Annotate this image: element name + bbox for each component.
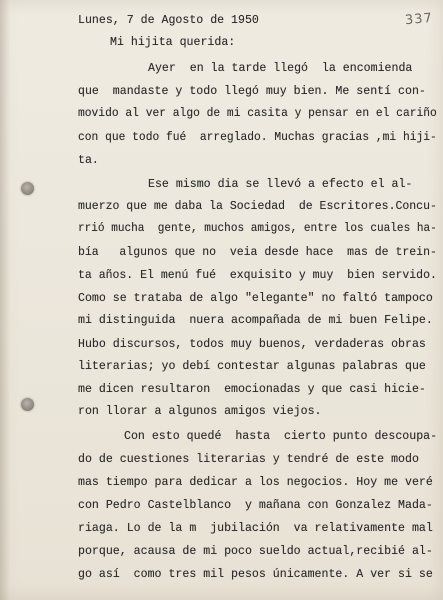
- text-line: Ayer en la tarde llegó la encomienda: [148, 62, 413, 75]
- text-line: do de cuestiones literarias y tendré de este modo: [78, 453, 419, 466]
- text-line: muerzo que me daba la Sociedad de Escritores.Concu-: [78, 200, 437, 213]
- text-line: ron llorar a algunos amigos viejos.: [78, 405, 322, 418]
- text-line: ta años. El menú fué exquisito y muy bien servido.: [78, 269, 437, 282]
- letter-date: Lunes, 7 de Agosto de 1950: [78, 14, 259, 27]
- text-line: bía algunos que no veia desde hace mas de trein-: [78, 246, 437, 259]
- text-line: con que todo fué arreglado. Muchas gracias ,mi hiji-: [78, 131, 437, 144]
- text-line: go así como tres mil pesos únicamente. A ver si se: [78, 568, 433, 581]
- text-line: ta.: [78, 154, 99, 167]
- text-line: movido al ver algo de mi casita y pensar en el cariño: [78, 107, 437, 120]
- text-line: rrió mucha gente, muchos amigos, entre los cuales ha-: [78, 222, 437, 235]
- letter-salutation: Mi hijita querida:: [110, 36, 236, 49]
- text-line: riaga. Lo de la m jubilación va relativamente mal: [78, 522, 433, 535]
- text-line: porque, acausa de mi poco sueldo actual,recibié al-: [78, 545, 433, 558]
- text-line: Ese mismo dia se llevó a efecto el al-: [148, 178, 413, 191]
- text-line: con Pedro Castelblanco y mañana con Gonzalez Mada-: [78, 499, 433, 512]
- text-line: que mandaste y todo llegó muy bien. Me sentí con-: [78, 85, 426, 98]
- text-line: Hubo discursos, todos muy buenos, verdaderas obras: [78, 338, 426, 351]
- text-line: Con esto quedé hasta cierto punto descoupa-: [124, 430, 438, 443]
- text-line: me dicen resultaron emocionadas y que casi hicie-: [78, 383, 426, 396]
- text-line: literarias; yo debí contestar algunas palabras que: [78, 360, 426, 373]
- text-line: Como se trataba de algo "elegante" no faltó tampoco: [78, 292, 433, 305]
- text-line: mi distinguida nuera acompañada de mi buen Felipe.: [78, 314, 433, 327]
- folio-number: 337: [404, 10, 434, 29]
- text-line: mas tiempo para dedicar a los negocios. Hoy me veré: [78, 476, 433, 489]
